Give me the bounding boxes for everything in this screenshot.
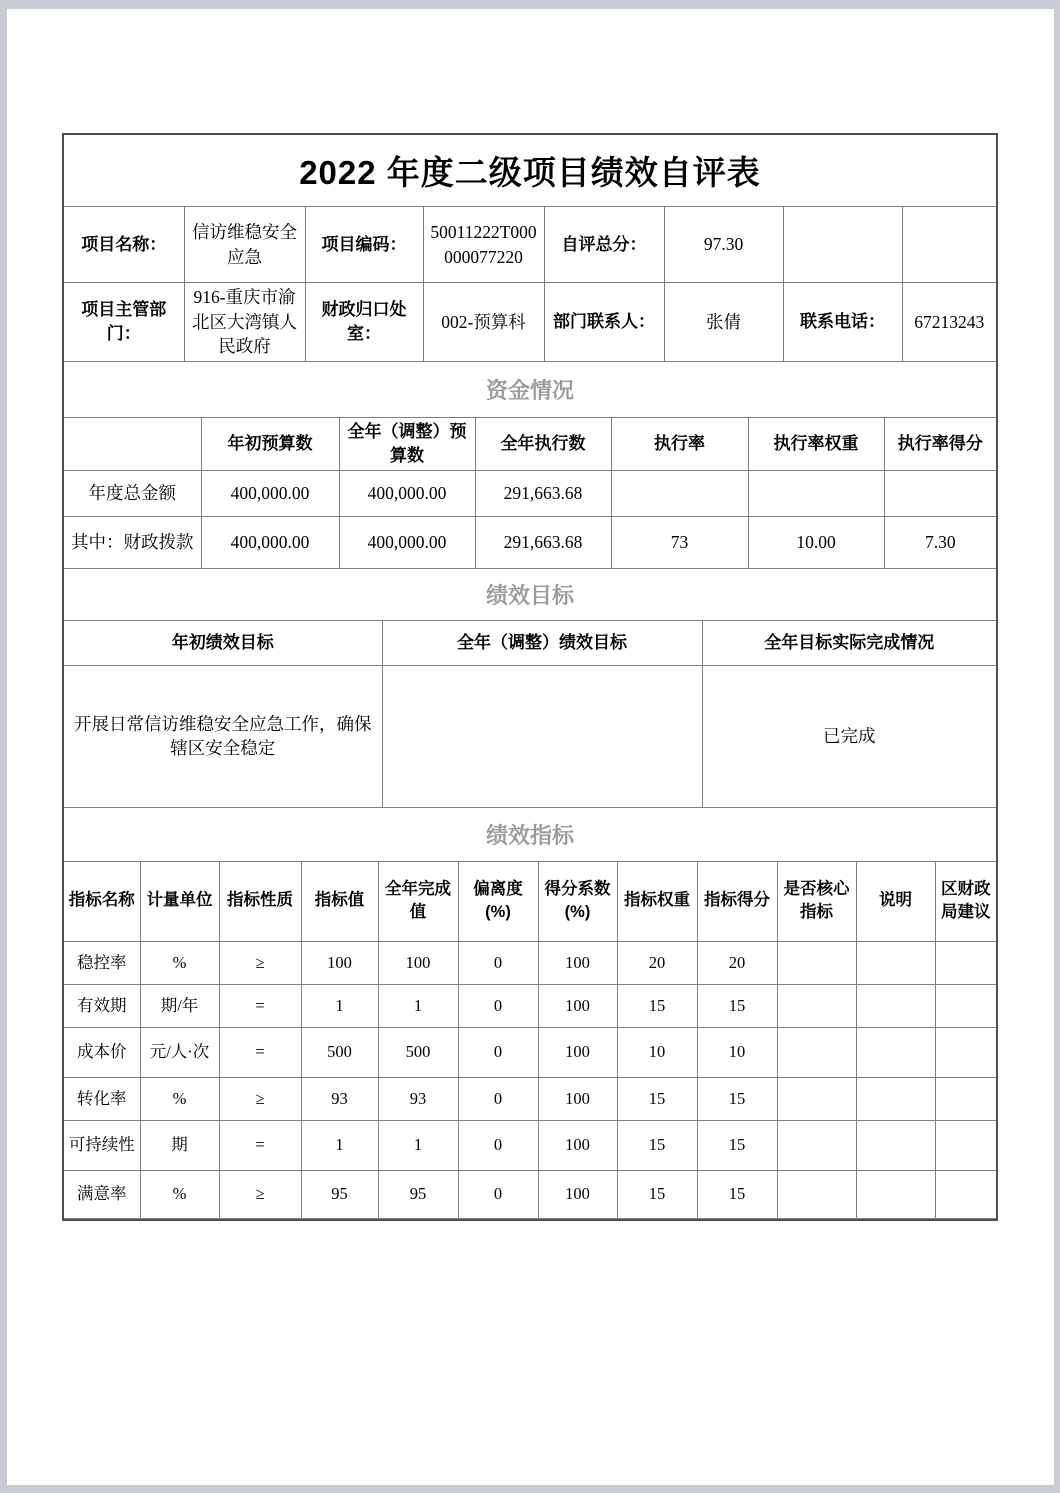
cell (777, 941, 856, 984)
document-page (7, 9, 1054, 1485)
finance-office-label: 财政归口处室： (305, 283, 423, 362)
cell: 7.30 (884, 516, 996, 568)
cell: 100 (538, 1077, 617, 1120)
cell: 93 (378, 1077, 458, 1120)
col-header-indicator-name: 指标名称 (64, 861, 140, 941)
section-title-indicators: 绩效指标 (485, 822, 574, 848)
cell: 0 (458, 1077, 538, 1120)
cell: % (140, 1077, 219, 1120)
cell (777, 1027, 856, 1077)
project-info-table (64, 206, 996, 362)
cell: 0 (458, 1027, 538, 1077)
cell: 元/人·次 (140, 1027, 219, 1077)
cell: = (219, 1027, 301, 1077)
dept-value: 916-重庆市渝北区大湾镇人民政府 (184, 283, 305, 362)
col-header-initial-goal: 年初绩效目标 (64, 620, 382, 665)
self-score-value: 97.30 (664, 207, 783, 283)
funding-row-total (64, 470, 996, 516)
finance-office-value: 002-预算科 (423, 283, 544, 362)
cell: 15 (617, 984, 697, 1027)
cell (777, 1120, 856, 1170)
info-row-2 (64, 283, 996, 362)
indicator-row (64, 984, 996, 1027)
initial-goal-text: 开展日常信访维稳安全应急工作，确保辖区安全稳定 (64, 665, 382, 807)
empty-cell (902, 207, 996, 283)
goal-completion-text: 已完成 (702, 665, 996, 807)
dept-label: 项目主管部门： (64, 283, 184, 362)
cell: 0 (458, 1120, 538, 1170)
cell: 15 (697, 984, 777, 1027)
cell: 15 (617, 1077, 697, 1120)
cell (935, 1027, 996, 1077)
cell: 0 (458, 1170, 538, 1218)
cell (856, 941, 935, 984)
cell: 15 (617, 1170, 697, 1218)
cell: 400,000.00 (339, 470, 475, 516)
col-header-note: 说明 (856, 861, 935, 941)
project-code-value: 50011222T000000077220 (423, 207, 544, 283)
col-header-adjusted-goal: 全年（调整）绩效目标 (382, 620, 702, 665)
cell (748, 470, 884, 516)
goals-header-row (64, 620, 996, 665)
goals-table (64, 620, 996, 808)
cell: 可持续性 (64, 1120, 140, 1170)
cell (856, 984, 935, 1027)
col-header-score-coefficient: 得分系数(%) (538, 861, 617, 941)
funding-header-blank (64, 417, 201, 470)
col-header-score: 指标得分 (697, 861, 777, 941)
cell: % (140, 1170, 219, 1218)
cell: 20 (617, 941, 697, 984)
phone-value: 67213243 (902, 283, 996, 362)
cell: 转化率 (64, 1077, 140, 1120)
cell (935, 1120, 996, 1170)
cell: 1 (378, 1120, 458, 1170)
contact-value: 张倩 (664, 283, 783, 362)
col-header-adjusted-budget: 全年（调整）预算数 (339, 417, 475, 470)
phone-label: 联系电话： (783, 283, 902, 362)
cell: 1 (378, 984, 458, 1027)
indicator-row (64, 1027, 996, 1077)
cell: 15 (697, 1077, 777, 1120)
cell: 500 (378, 1027, 458, 1077)
col-header-exec-rate-score: 执行率得分 (884, 417, 996, 470)
form-title: 2022 年度二级项目绩效自评表 (299, 154, 761, 191)
col-header-completed-value: 全年完成值 (378, 861, 458, 941)
project-name-value: 信访维稳安全应急 (184, 207, 305, 283)
cell: 0 (458, 941, 538, 984)
cell: 10.00 (748, 516, 884, 568)
col-header-deviation: 偏离度(%) (458, 861, 538, 941)
cell: 400,000.00 (201, 470, 339, 516)
cell: 15 (697, 1170, 777, 1218)
cell: 期/年 (140, 984, 219, 1027)
cell: 73 (611, 516, 748, 568)
cell: 100 (538, 941, 617, 984)
section-title-goals: 绩效目标 (485, 582, 574, 608)
col-header-initial-budget: 年初预算数 (201, 417, 339, 470)
funding-table (64, 417, 996, 569)
cell: 100 (538, 1027, 617, 1077)
indicator-row (64, 1170, 996, 1218)
cell: = (219, 1120, 301, 1170)
cell: 100 (538, 1120, 617, 1170)
evaluation-form (62, 133, 998, 1221)
cell (935, 984, 996, 1027)
row-label: 年度总金额 (64, 470, 201, 516)
cell: = (219, 984, 301, 1027)
cell (856, 1077, 935, 1120)
cell: 500 (301, 1027, 378, 1077)
cell: ≥ (219, 1077, 301, 1120)
col-header-executed: 全年执行数 (475, 417, 611, 470)
cell: 有效期 (64, 984, 140, 1027)
project-code-label: 项目编码： (305, 207, 423, 283)
col-header-core-indicator: 是否核心指标 (777, 861, 856, 941)
project-name-label: 项目名称： (64, 207, 184, 283)
cell: 95 (301, 1170, 378, 1218)
cell (777, 984, 856, 1027)
cell: 100 (538, 1170, 617, 1218)
indicators-header-row (64, 861, 996, 941)
cell: 291,663.68 (475, 516, 611, 568)
indicators-table (64, 861, 996, 1219)
section-title-funding: 资金情况 (485, 377, 574, 403)
cell: 20 (697, 941, 777, 984)
cell (777, 1170, 856, 1218)
cell: ≥ (219, 1170, 301, 1218)
cell: 95 (378, 1170, 458, 1218)
cell: 15 (697, 1120, 777, 1170)
cell: 291,663.68 (475, 470, 611, 516)
indicator-row (64, 1120, 996, 1170)
cell: 100 (538, 984, 617, 1027)
cell: 400,000.00 (201, 516, 339, 568)
cell: 100 (378, 941, 458, 984)
cell: 10 (697, 1027, 777, 1077)
col-header-exec-rate-weight: 执行率权重 (748, 417, 884, 470)
cell (856, 1170, 935, 1218)
cell: 满意率 (64, 1170, 140, 1218)
indicator-row (64, 1077, 996, 1120)
adjusted-goal-text (382, 665, 702, 807)
cell (856, 1027, 935, 1077)
col-header-unit: 计量单位 (140, 861, 219, 941)
cell: 期 (140, 1120, 219, 1170)
cell (935, 1077, 996, 1120)
cell: 0 (458, 984, 538, 1027)
col-header-nature: 指标性质 (219, 861, 301, 941)
cell: 1 (301, 1120, 378, 1170)
cell: ≥ (219, 941, 301, 984)
col-header-weight: 指标权重 (617, 861, 697, 941)
cell (884, 470, 996, 516)
cell (935, 1170, 996, 1218)
cell: 1 (301, 984, 378, 1027)
funding-row-fiscal (64, 516, 996, 568)
info-row-1 (64, 207, 996, 283)
col-header-bureau-suggestion: 区财政局建议 (935, 861, 996, 941)
cell (856, 1120, 935, 1170)
col-header-target-value: 指标值 (301, 861, 378, 941)
cell: 93 (301, 1077, 378, 1120)
self-score-label: 自评总分： (544, 207, 664, 283)
funding-header-row (64, 417, 996, 470)
cell: % (140, 941, 219, 984)
cell (611, 470, 748, 516)
cell: 10 (617, 1027, 697, 1077)
cell: 100 (301, 941, 378, 984)
row-label: 其中：财政拨款 (64, 516, 201, 568)
cell (935, 941, 996, 984)
col-header-exec-rate: 执行率 (611, 417, 748, 470)
goals-content-row (64, 665, 996, 807)
empty-cell (783, 207, 902, 283)
cell (777, 1077, 856, 1120)
cell: 15 (617, 1120, 697, 1170)
contact-label: 部门联系人： (544, 283, 664, 362)
indicator-row (64, 941, 996, 984)
cell: 成本价 (64, 1027, 140, 1077)
cell: 稳控率 (64, 941, 140, 984)
cell: 400,000.00 (339, 516, 475, 568)
col-header-goal-completion: 全年目标实际完成情况 (702, 620, 996, 665)
